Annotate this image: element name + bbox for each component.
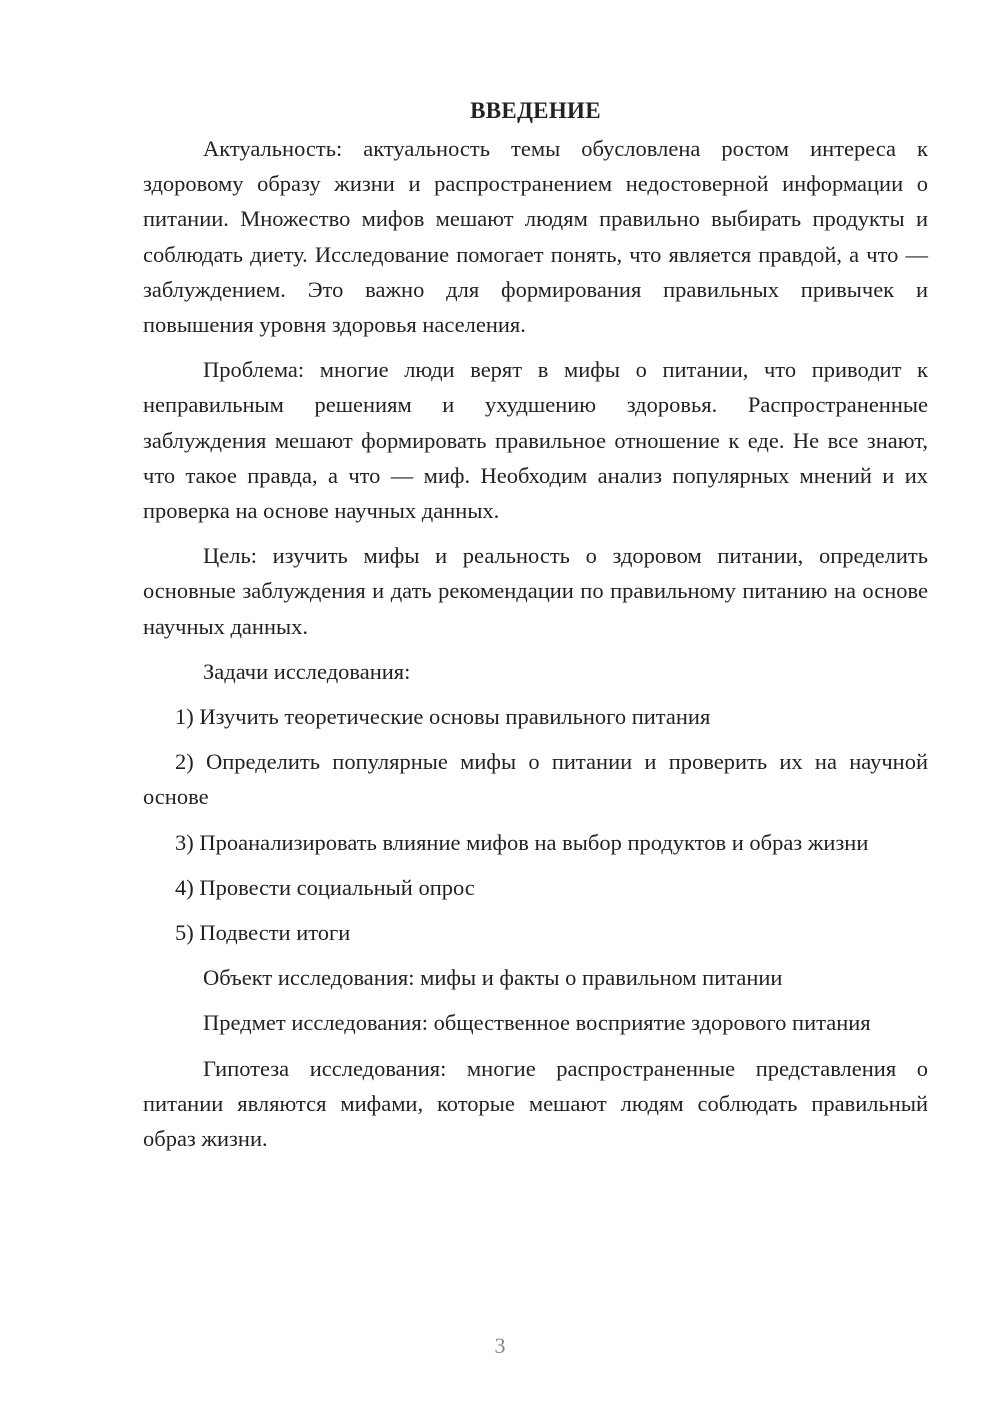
tasks-heading: Задачи исследования: (203, 658, 411, 684)
object-paragraph: Объект исследования: мифы и факты о правильном питании (203, 965, 783, 991)
page-number: 3 (494, 1333, 506, 1358)
task-item: 2) Определить популярные мифы о питании и проверить их на научной основе (143, 749, 928, 810)
section-heading: ВВЕДЕНИЕ (470, 98, 601, 123)
document-page (143, 96, 928, 1166)
task-item: 5) Подвести итоги (175, 920, 351, 946)
task-item: 1) Изучить теоретические основы правильного питания (175, 704, 711, 730)
subject-paragraph: Предмет исследования: общественное восприятие здорового питания (203, 1010, 871, 1036)
hypothesis-paragraph: Гипотеза исследования: многие распространенные представления о питании являются мифами, которые мешают людям соблюдать правильный образ жизни. (143, 1055, 928, 1152)
task-item: 3) Проанализировать влияние мифов на выбор продуктов и образ жизни (175, 829, 869, 855)
goal-paragraph: Цель: изучить мифы и реальность о здоровом питании, определить основные заблуждения и дать рекомендации по правильному питанию на основе научных данных. (143, 543, 928, 639)
problem-paragraph: Проблема: многие люди верят в мифы о питании, что приводит к неправильным решениям и ухудшению здоровья. Распространенные заблуждения мешают формировать правильное отношение к еде. Не все знают, что такое правда, а что — миф. Необходим анализ популярных мнений и их проверка на основе научных данных. (143, 357, 928, 524)
task-item: 4) Провести социальный опрос (175, 874, 475, 900)
relevance-paragraph: Актуальность: актуальность темы обусловлена ростом интереса к здоровому образу жизни и распространением недостоверной информации о питании. Множество мифов мешают людям правильно выбирать продукты и соблюдать диету. Исследование помогает понять, что является правдой, а что — заблуждением. Это важно для формирования правильных привычек и повышения уровня здоровья населения. (143, 136, 928, 338)
